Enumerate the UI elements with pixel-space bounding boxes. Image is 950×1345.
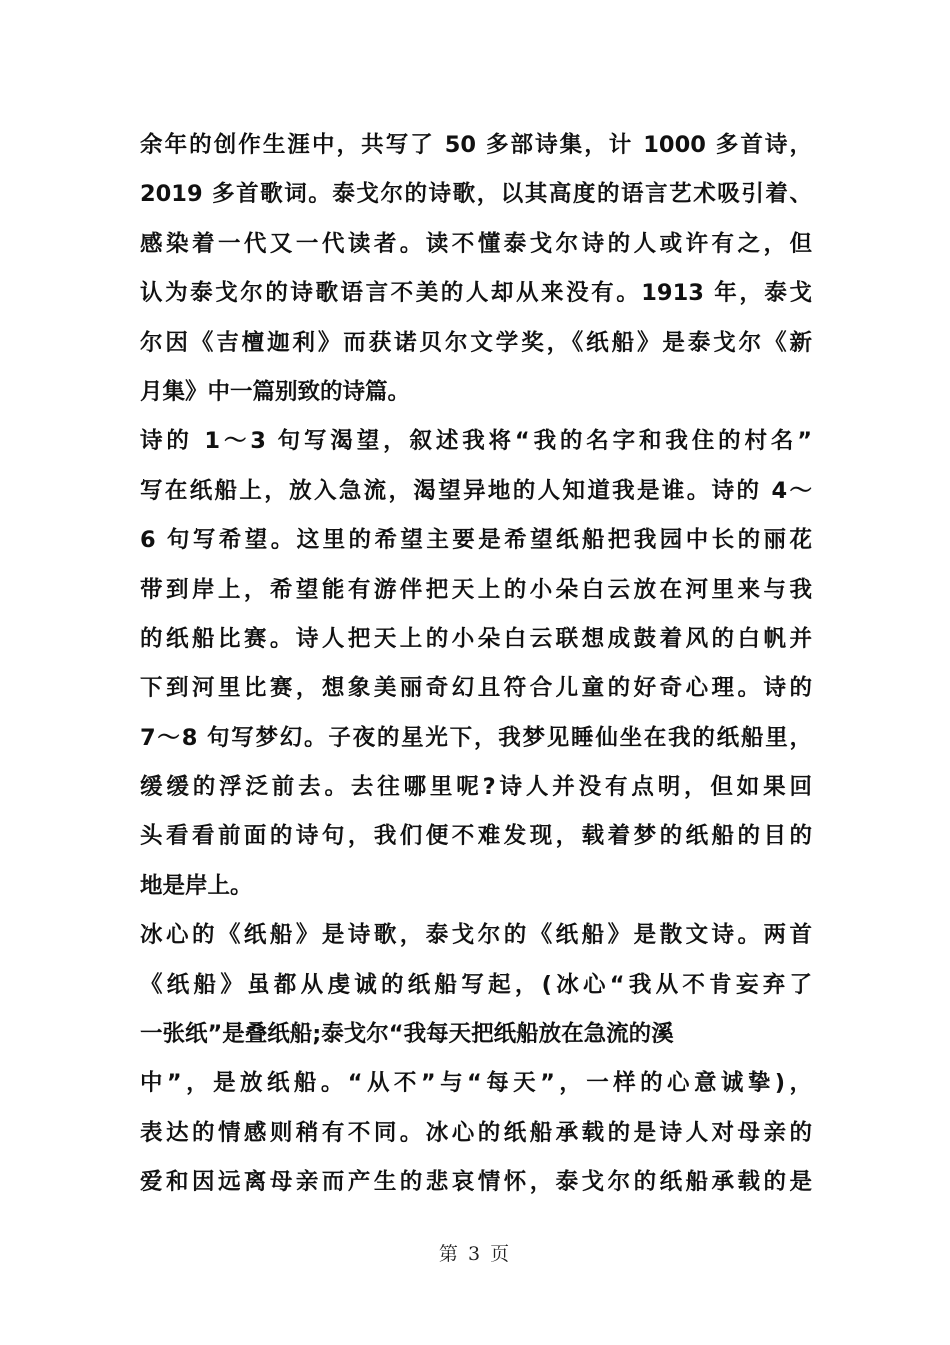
text-line: 带到岸上，希望能有游伴把天上的小朵白云放在河里来与我 (140, 576, 812, 603)
text-line: 月集》中一篇别致的诗篇。 (140, 378, 411, 405)
text-line: 头看看前面的诗句，我们便不难发现，载着梦的纸船的目的 (140, 823, 812, 850)
text-line: 中”，是放纸船。“从不”与“每天”，一样的心意诚挚)， (140, 1070, 812, 1097)
text-line: 认为泰戈尔的诗歌语言不美的人却从来没有。1913 年，泰戈 (140, 280, 812, 307)
text-line: 缓缓的浮泛前去。去往哪里呢?诗人并没有点明，但如果回 (140, 774, 812, 801)
text-line: 2019 多首歌词。泰戈尔的诗歌，以其高度的语言艺术吸引着、 (140, 181, 812, 208)
text-line: 《纸船》虽都从虔诚的纸船写起，(冰心“我从不肯妄弃了 (140, 971, 812, 998)
page-number: 第 3 页 (438, 1243, 512, 1265)
text-line: 尔因《吉檀迦利》而获诺贝尔文学奖，《纸船》是泰戈尔《新 (140, 329, 812, 356)
text-line: 爱和因远离母亲而产生的悲哀情怀，泰戈尔的纸船承载的是 (140, 1169, 812, 1196)
text-line: 一张纸”是叠纸船;泰戈尔“我每天把纸船放在急流的溪 (140, 1021, 674, 1048)
text-line: 下到河里比赛，想象美丽奇幻且符合儿童的好奇心理。诗的 (140, 675, 812, 702)
text-line: 表达的情感则稍有不同。冰心的纸船承载的是诗人对母亲的 (140, 1119, 812, 1146)
text-line: 诗的 1～3 句写渴望，叙述我将“我的名字和我住的村名” (140, 428, 812, 455)
text-line: 的纸船比赛。诗人把天上的小朵白云联想成鼓着风的白帆并 (140, 625, 812, 652)
text-line: 地是岸上。 (140, 872, 253, 899)
text-line: 余年的创作生涯中，共写了 50 多部诗集，计 1000 多首诗， (140, 132, 812, 158)
text-line: 冰心的《纸船》是诗歌，泰戈尔的《纸船》是散文诗。两首 (140, 922, 812, 949)
text-line: 感染着一代又一代读者。读不懂泰戈尔诗的人或许有之，但 (140, 230, 812, 257)
text-line: 7～8 句写梦幻。子夜的星光下，我梦见睡仙坐在我的纸船里， (140, 724, 812, 751)
text-line: 6 句写希望。这里的希望主要是希望纸船把我园中长的丽花 (140, 527, 812, 554)
text-line: 写在纸船上，放入急流，渴望异地的人知道我是谁。诗的 4～ (140, 477, 812, 504)
body-text (140, 121, 812, 1208)
